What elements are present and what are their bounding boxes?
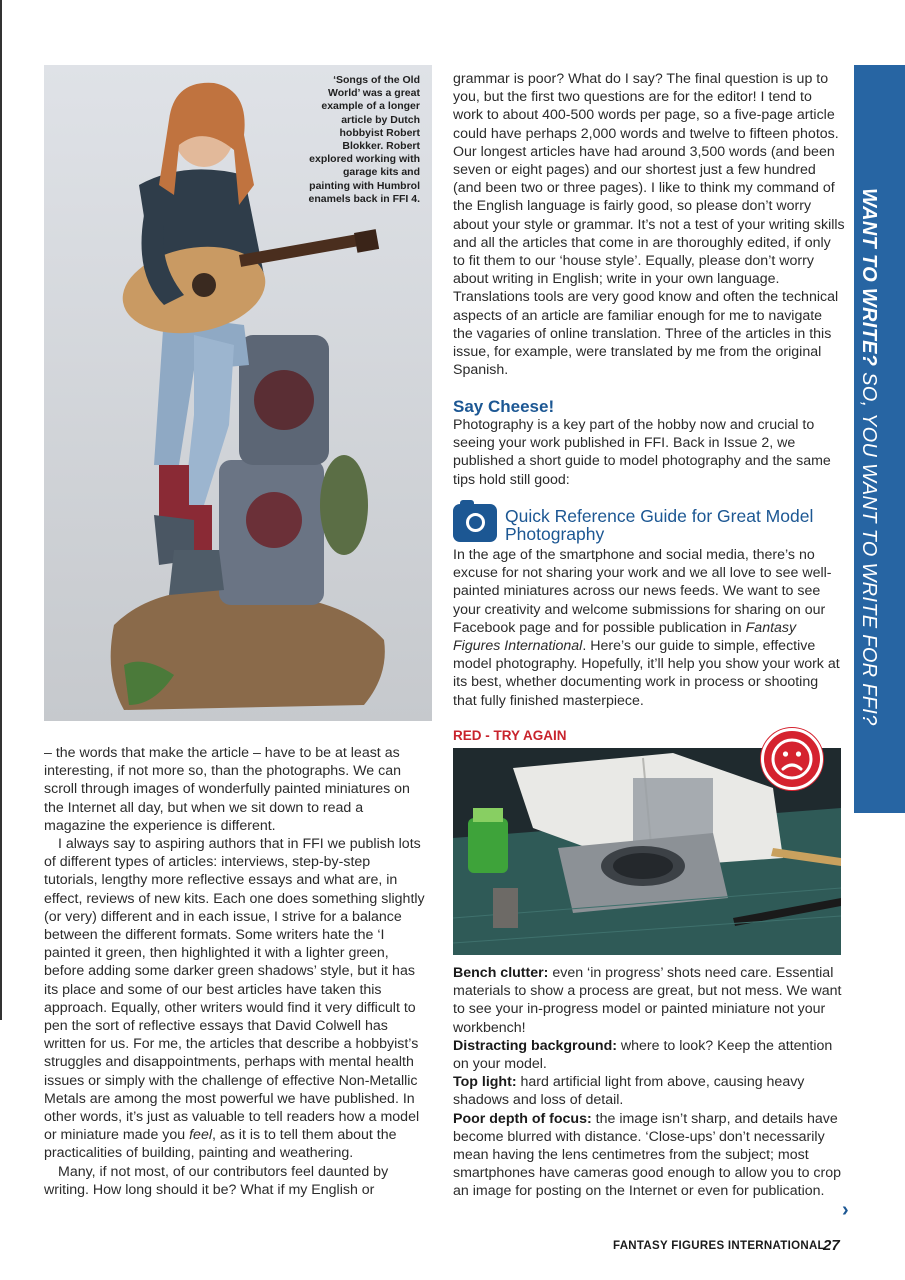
left-paragraph-3: Many, if not most, of our contributors feel daunted by writing. How long should it be? What if my English or <box>44 1163 389 1198</box>
say-cheese-body <box>453 416 845 489</box>
quick-reference-paragraph <box>453 546 845 710</box>
chevron-right-icon: › <box>842 1199 849 1221</box>
publication-footer: FANTASY FIGURES INTERNATIONAL <box>613 1240 825 1252</box>
tip-term: Bench clutter: <box>453 965 549 981</box>
try-again-label: RED - TRY AGAIN <box>453 728 567 743</box>
tip-text: even ‘in progress’ shots need care. Essential materials to show a process are great, but not mess. We want to see your in-progress model or painted miniature not your workbench! <box>453 965 842 1036</box>
say-cheese-paragraph: Photography is a key part of the hobby now and crucial to seeing your work published in FFI. Back in Issue 2, we published a short guide to model photography and the same tips hold still good: <box>453 417 831 488</box>
camera-icon <box>453 504 497 542</box>
quick-reference-emphasis: Fantasy Figures International <box>453 619 797 655</box>
tip-item <box>453 1037 845 1073</box>
left-paragraph-2-emphasis: feel <box>189 1127 212 1144</box>
left-column-text <box>44 744 426 1199</box>
page-number: 27 <box>823 1237 840 1254</box>
sidebar-title-bold: WANT TO WRITE? <box>858 188 880 367</box>
tip-term: Top light: <box>453 1074 517 1091</box>
quick-reference-text-a: In the age of the smartphone and social media, there’s no excuse for not sharing your work and we all love to see well-painted miniatures across our news feeds. We want to see your creativity and welcome submissions for sharing on our Facebook page and for possible publication in <box>453 547 832 636</box>
sad-face-glyph <box>770 737 814 781</box>
photo-caption: ‘Songs of the Old World’ was a great example of a longer article by Dutch hobbyist Robert Blokker. Robert explored working with garage kits and painting with Humbrol enamels back in FFI 4. <box>308 74 420 205</box>
tip-item <box>453 964 845 1037</box>
tip-text: the image isn’t sharp, and details have become blurred with distance. ‘Close-ups’ don’t necessarily mean having the lens centimetres from the subject; most smartphones have cameras good enough to allow you to crop an image for posting on the Internet or even for publication. <box>453 1110 842 1200</box>
sidebar-title-light: SO, YOU WANT TO WRITE FOR FFI? <box>858 366 880 726</box>
tip-term: Poor depth of focus: <box>453 1110 592 1127</box>
say-cheese-heading: Say Cheese! <box>453 397 555 416</box>
left-paragraph-2-text-a: I always say to aspiring authors that in FFI we publish lots of different types of articles: interviews, step-by-step tutorials, lengthy more reflective essays and what are, in effect, reviews of new kits. Each one does something slightly (or very) different and in each issue, I strive for a balance between the different formats. Some writers hate the ‘I painted it green, then highlighted it with a lighter green, before adding some darker green shadows’ style, but it has its place and some of our best articles have taken this approach. Equally, other writers would find it very difficult to pen the sort of reflective essays that David Colwell has written for us. For me, the articles that describe a hobbyist’s struggles and disappointments, perhaps with mental health issues or simply with the challenge of effective Non-Metallic Metals are among the most powerful we have published. In other words, it’s just as valuable to tell readers how a model or miniature made you <box>44 836 425 1144</box>
quick-reference-text-b: . Here’s our guide to simple, effective model photography. Hopefully, it’ll help you show your work at its best, whether documenting work in process or shooting that fully finished masterpiece. <box>453 638 840 709</box>
tip-term: Distracting background: <box>453 1037 617 1054</box>
tip-item <box>453 1073 845 1109</box>
page-edge-rule <box>0 0 2 1020</box>
tip-text: where to look? Keep the attention on your model. <box>453 1037 833 1073</box>
quick-reference-body <box>453 546 845 710</box>
left-paragraph-2-text-b: , as it is to tell them about the practicalities of building, painting and weathering. <box>44 1127 397 1162</box>
tip-item <box>453 1110 845 1201</box>
sad-face-icon <box>761 728 823 790</box>
quick-reference-heading: Quick Reference Guide for Great Model Photography <box>505 506 814 544</box>
figurine-photo <box>44 65 432 721</box>
left-paragraph-1: – the words that make the article – have to be at least as interesting, if not more so, than the photographs. We can scroll through images of wonderfully painted miniatures on the Internet all day, but when we sit down to read a magazine the experience is different. <box>44 745 410 834</box>
sidebar-title <box>857 188 880 726</box>
tip-text: hard artificial light from above, causing heavy shadows and loss of detail. <box>453 1074 805 1109</box>
right-paragraph-1: grammar is poor? What do I say? The final question is up to you, but the first two questions are for the editor! I tend to work to about 400-500 words per page, so a five-page article could have perhaps 2,000 words and twelve to fifteen photos. Our longest articles have had around 3,500 words (and been seven or eight pages) and our shortest just a few hundred (and been two or three pages). I like to think my command of the English language is fairly good, so please don’t worry about your style or grammar. It’s not a test of your writing skills and all the articles that come in are thoroughly edited, if only to fit them to our ‘house style’. Equally, please don’t worry about writing in English; write in your own language. Translations tools are very good know and often the technical aspects of an article are familiar enough for me to navigate the vagaries of online translation. Three of the articles in this issue, for example, were translated by me from the original Spanish. <box>453 71 845 379</box>
right-column-text <box>453 70 845 379</box>
left-paragraph-2 <box>44 835 426 1163</box>
photo-tips-list <box>453 964 845 1201</box>
